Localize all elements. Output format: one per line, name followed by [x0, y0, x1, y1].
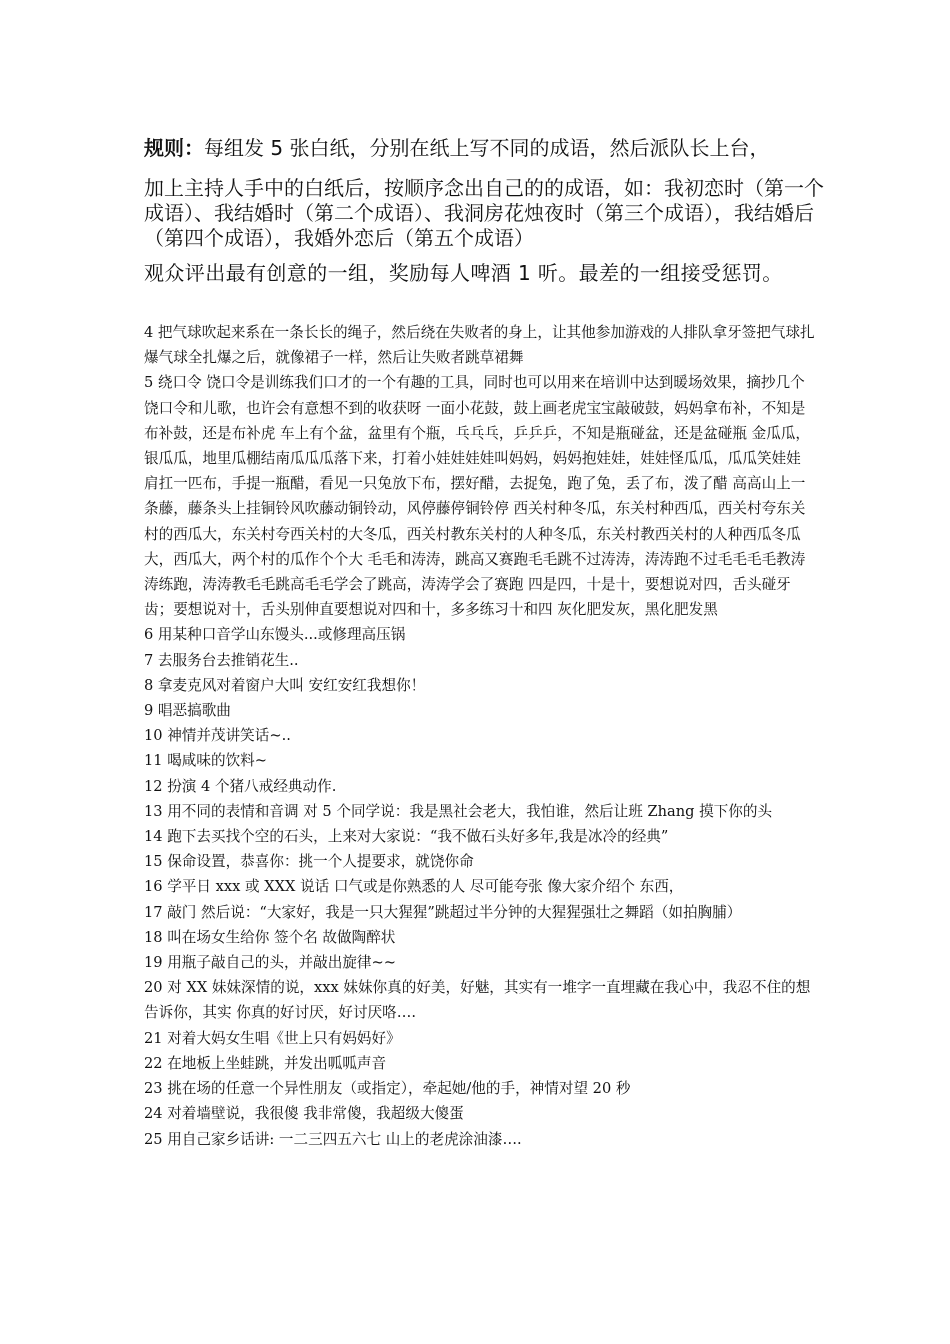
list-item: 22 在地板上坐蛙跳，并发出呱呱声音: [144, 1054, 387, 1072]
list-item: 10 神情并茂讲笑话~..: [144, 727, 291, 745]
list-item: 21 对着大妈女生唱《世上只有妈妈好》: [144, 1029, 401, 1047]
rules-section: [144, 133, 844, 288]
list-item: 16 学平日 xxx 或 XXX 说话 口气或是你熟悉的人 尽可能夸张 像大家介绍个 东西，: [144, 878, 684, 896]
list-item: 11 喝咸味的饮料~: [144, 752, 267, 770]
list-item: 17 敲门 然后说：“大家好，我是一只大猩猩”跳超过半分钟的大猩猩强壮之舞蹈（如拍胸脯）: [144, 903, 742, 921]
list-item: 8 拿麦克风对着窗户大叫 安红安红我想你！: [144, 676, 426, 694]
list-item: 14 跑下去买找个空的石头，上来对大家说：“我不做石头好多年,我是冰冷的经典”: [144, 828, 669, 846]
list-item: 19 用瓶子敲自己的头，并敲出旋律~~: [144, 954, 396, 972]
list-item: 24 对着墙壁说，我很傻 我非常傻，我超级大傻蛋: [144, 1105, 464, 1123]
list-item: 4 把气球吹起来系在一条长长的绳子，然后绕在失败者的身上，让其他参加游戏的人排队拿牙签把气球扎爆气球全扎爆之后，就像裙子一样，然后让失败者跳草裙舞: [144, 324, 815, 367]
rules-line-1: [144, 133, 844, 163]
list-item: 13 用不同的表情和音调 对 5 个同学说：我是黑社会老大，我怕谁，然后让班 Zhang 摸下你的头: [144, 802, 773, 820]
list-item: 6 用某种口音学山东馒头...或修理高压锅: [144, 626, 406, 644]
rules-line-3: 观众评出最有创意的一组，奖励每人啤酒 1 听。最差的一组接受惩罚。: [144, 261, 783, 285]
list-item: 23 挑在场的任意一个异性朋友（或指定），牵起她/他的手，神情对望 20 秒: [144, 1080, 631, 1098]
game-list: [144, 320, 816, 1152]
rules-line-1-text: 每组发 5 张白纸，分别在纸上写不同的成语，然后派队长上台，: [204, 136, 770, 160]
list-item: 5 绕口令 饶口令是训练我们口才的一个有趣的工具，同时也可以用来在培训中达到暖场效果，摘抄几个饶口令和儿歌，也许会有意想不到的收获呀 一面小花鼓，鼓上画老虎宝宝敲破鼓，妈妈拿布补，不知是布补鼓，还是布补虎 车上有个盆，盆里有个瓶，乓乓乓，乒乒乒，不知是瓶碰盆，还是盆碰瓶 金瓜瓜，银瓜瓜，地里瓜棚结南瓜瓜瓜落下来，打着小娃娃娃娃叫妈妈，妈妈抱娃娃，娃娃怪瓜瓜，瓜瓜笑娃娃 肩扛一匹布，手提一瓶醋，看见一只兔放下布，摆好醋，去捉兔，跑了兔，丢了布，泼了醋 高高山上一条藤，藤条头上挂铜铃风吹藤动铜铃动，风停藤停铜铃停 西关村种冬瓜，东关村种西瓜，西关村夸东关村的西瓜大，东关村夸西关村的大冬瓜，西关村教东关村的人种冬瓜，东关村教西关村的人种西瓜冬瓜大，西瓜大，两个村的瓜作个个大 毛毛和涛涛，跳高又赛跑毛毛跳不过涛涛，涛涛跑不过毛毛毛毛教涛涛练跑，涛涛教毛毛跳高毛毛学会了跳高，涛涛学会了赛跑 四是四，十是十，要想说对四，舌头碰牙齿；要想说对十，舌头别伸直要想说对四和十，多多练习十和四 灰化肥发灰，黑化肥发黑: [144, 374, 811, 619]
list-item: 25 用自己家乡话讲: 一二三四五六七 山上的老虎涂油漆….: [144, 1130, 522, 1148]
rules-label: 规则：: [144, 136, 204, 160]
rules-line-2: 加上主持人手中的白纸后，按顺序念出自己的的成语，如：我初恋时（第一个成语）、我结婚时（第二个成语）、我洞房花烛夜时（第三个成语），我结婚后（第四个成语），我婚外恋后（第五个成语）: [144, 176, 824, 250]
list-item: 9 唱恶搞歌曲: [144, 702, 231, 720]
list-item: 20 对 XX 妹妹深情的说，xxx 妹妹你真的好美，好魅，其实有一堆字一直埋藏在我心中，我忍不住的想告诉你，其实 你真的好讨厌，好讨厌咯….: [144, 979, 811, 1022]
list-item: 12 扮演 4 个猪八戒经典动作.: [144, 777, 337, 795]
list-item: 7 去服务台去推销花生..: [144, 651, 299, 669]
list-item: 15 保命设置，恭喜你：挑一个人提要求，就饶你命: [144, 853, 474, 871]
list-item: 18 叫在场女生给你 签个名 故做陶醉状: [144, 928, 396, 946]
